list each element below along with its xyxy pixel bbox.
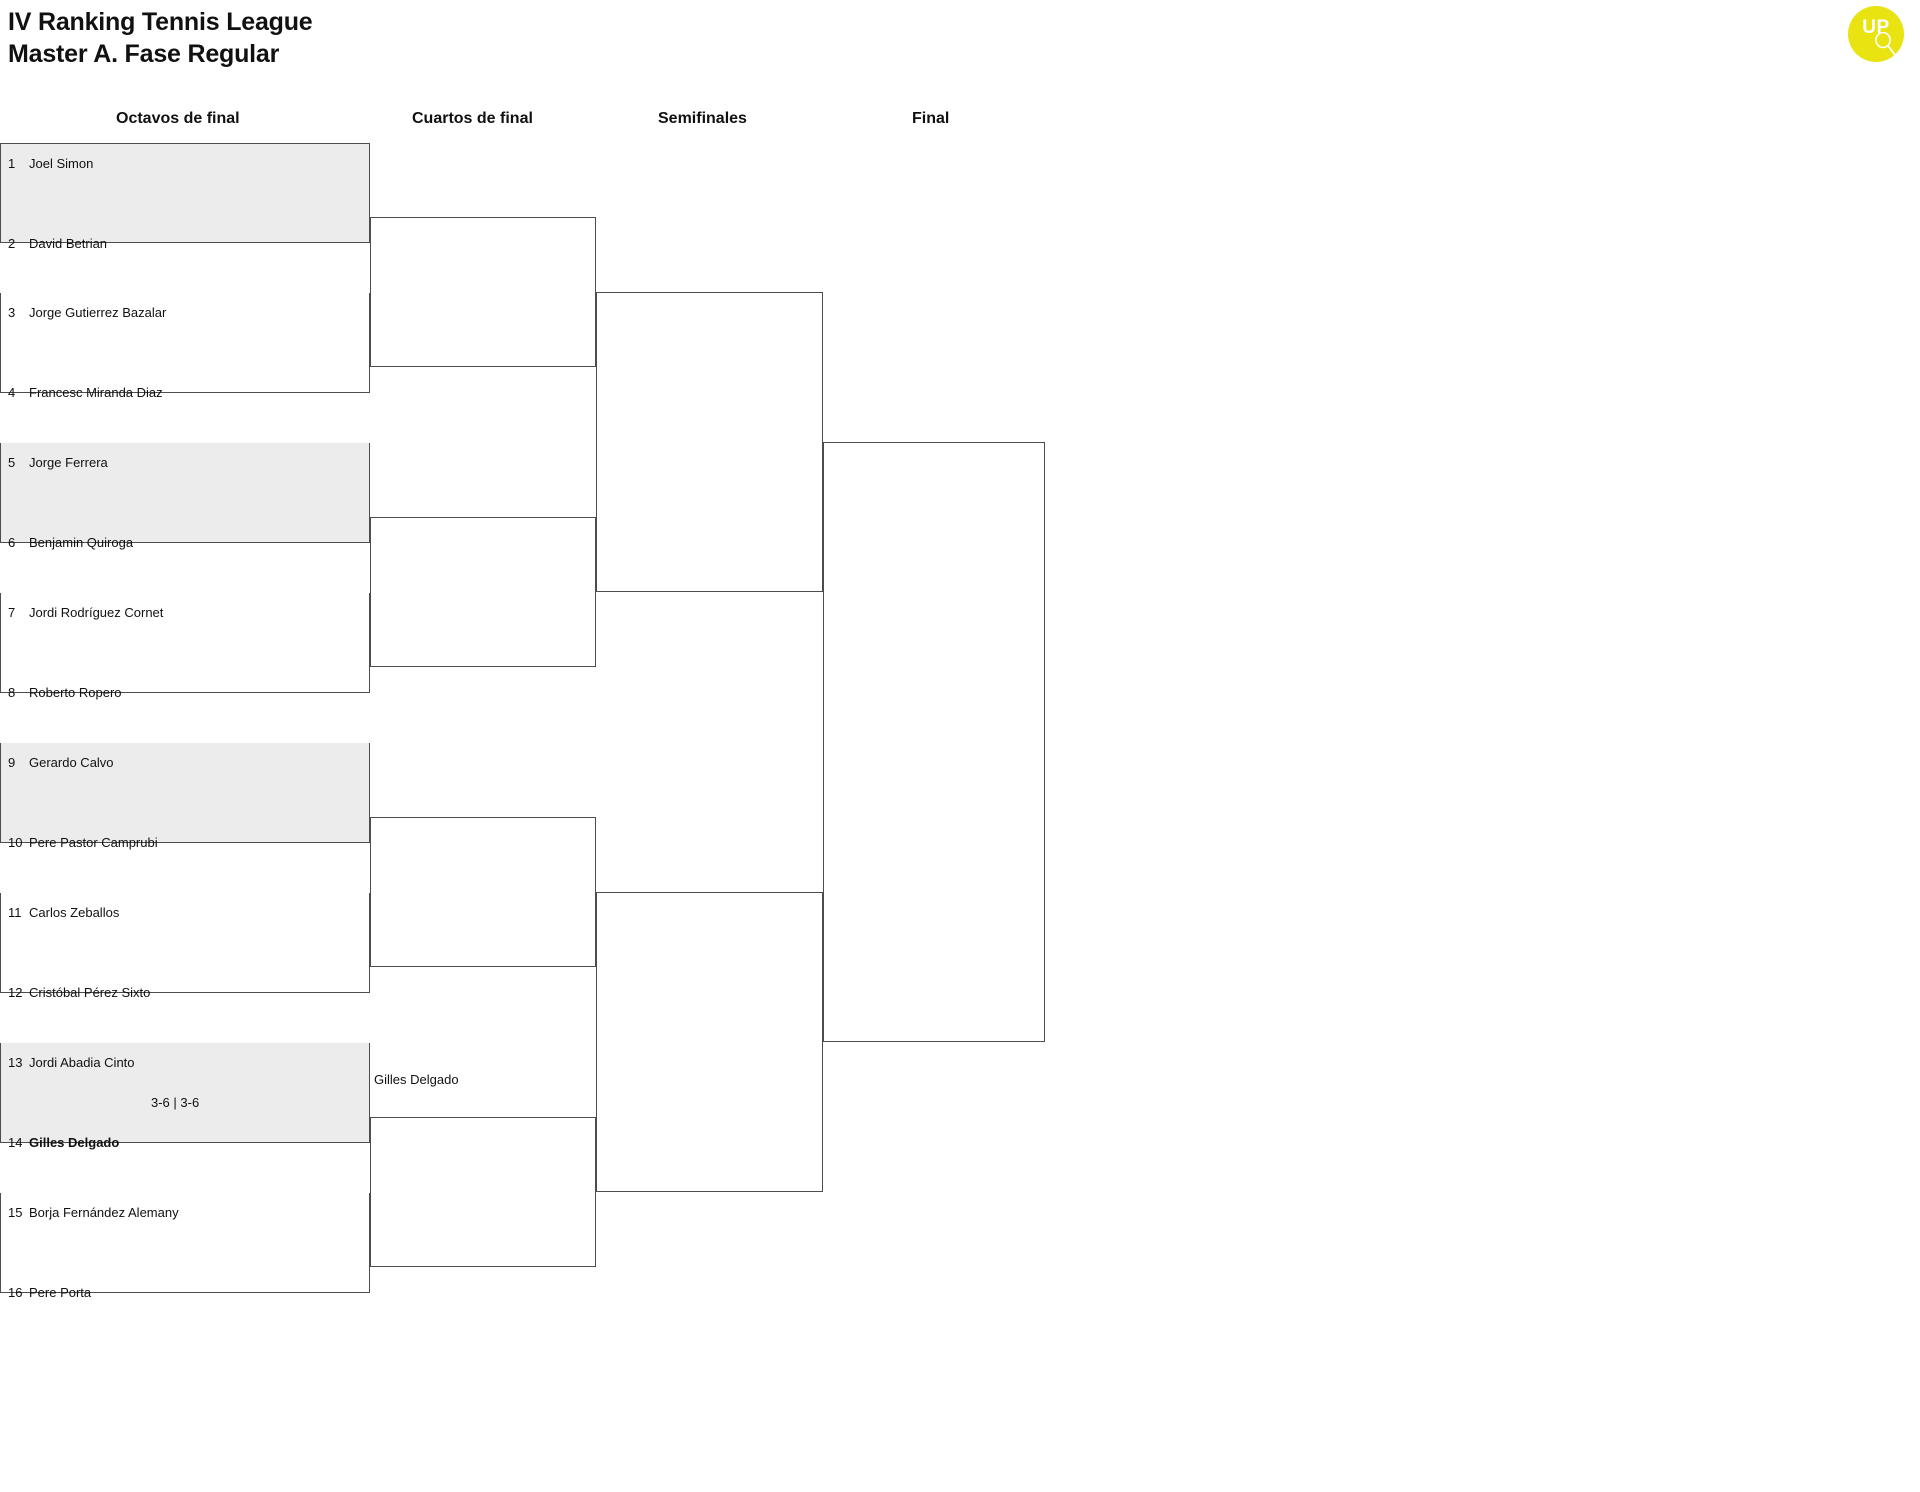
player-name: Jordi Rodríguez Cornet	[29, 605, 164, 620]
round-header-sf: Semifinales	[658, 110, 747, 127]
title-line-2: Master A. Fase Regular	[8, 40, 280, 68]
player-name: Joel Simon	[29, 156, 94, 171]
seed-number: 1	[8, 156, 16, 171]
seed-number: 13	[8, 1055, 23, 1070]
seed-number: 10	[8, 835, 23, 850]
seed-number: 11	[8, 905, 22, 920]
bracket-connector-final[interactable]	[823, 442, 1045, 1042]
match-score: 3-6 | 3-6	[151, 1095, 200, 1110]
seed-number: 6	[8, 535, 16, 550]
bracket-connector-sf-1[interactable]	[596, 292, 823, 592]
bracket-connector-qf-2[interactable]	[370, 517, 596, 667]
seed-number: 8	[8, 685, 16, 700]
round-header-qf: Cuartos de final	[412, 110, 533, 127]
bracket-connector-sf-2[interactable]	[596, 892, 823, 1192]
table-row[interactable]	[0, 443, 370, 550]
table-row[interactable]	[0, 593, 370, 700]
seed-number: 7	[8, 605, 16, 620]
seed-number: 9	[8, 755, 16, 770]
player-name: Borja Fernández Alemany	[29, 1205, 179, 1220]
bracket-connector-qf-3[interactable]	[370, 817, 596, 967]
table-row[interactable]	[0, 143, 370, 251]
seed-number: 3	[8, 305, 16, 320]
player-name: Jorge Ferrera	[29, 455, 108, 470]
seed-number: 2	[8, 236, 16, 251]
player-name: Carlos Zeballos	[29, 905, 120, 920]
seed-number: 5	[8, 455, 16, 470]
seed-number: 4	[8, 385, 16, 400]
player-name: Cristóbal Pérez Sixto	[29, 985, 151, 1000]
player-name: Gilles Delgado	[29, 1135, 120, 1150]
table-row[interactable]	[0, 1193, 370, 1300]
advanced-player-label: Gilles Delgado	[374, 1072, 459, 1087]
player-name: Benjamin Quiroga	[29, 535, 134, 550]
up-tennis-logo	[1848, 6, 1904, 62]
player-name: Pere Pastor Camprubi	[29, 835, 158, 850]
table-row[interactable]	[0, 293, 370, 400]
table-row[interactable]	[0, 1043, 370, 1150]
table-row[interactable]	[0, 743, 370, 850]
round-header-r16: Octavos de final	[116, 110, 240, 127]
page-title	[8, 6, 313, 70]
seed-number: 15	[8, 1205, 23, 1220]
title-line-1: IV Ranking Tennis League	[8, 8, 313, 36]
racket-icon	[1875, 32, 1897, 56]
player-name: Gerardo Calvo	[29, 755, 114, 770]
logo-text: UP	[1862, 17, 1890, 38]
seed-number: 14	[8, 1135, 23, 1150]
player-name: Roberto Ropero	[29, 685, 122, 700]
player-name: Jorge Gutierrez Bazalar	[29, 305, 167, 320]
table-row[interactable]	[0, 893, 370, 1000]
player-name: Francesc Miranda Diaz	[29, 385, 163, 400]
player-name: Jordi Abadia Cinto	[29, 1055, 135, 1070]
round-header-final: Final	[912, 110, 950, 127]
player-name: Pere Porta	[29, 1285, 92, 1300]
bracket-connector-qf-1[interactable]	[370, 217, 596, 367]
seed-number: 12	[8, 985, 23, 1000]
bracket-connector-qf-4[interactable]	[370, 1117, 596, 1267]
seed-number: 16	[8, 1285, 23, 1300]
player-name: David Betrian	[29, 236, 108, 251]
